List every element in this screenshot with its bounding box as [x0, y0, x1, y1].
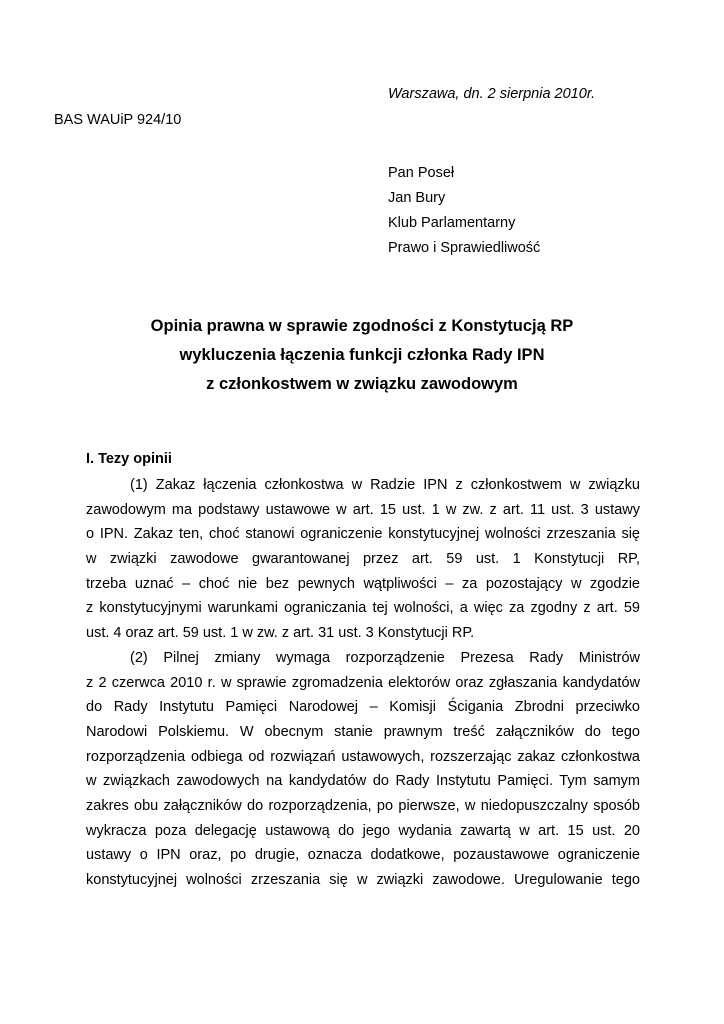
paragraph-line: trzeba uznać – choć nie bez pewnych wątpliwości – za pozostający w zgodzie: [86, 575, 640, 592]
title-line: z członkostwem w związku zawodowym: [206, 375, 518, 393]
paragraph-line: ustawy o IPN oraz, po drugie, oznacza dodatkowe, pozaustawowe ograniczenie: [86, 847, 640, 864]
document-date: Warszawa, dn. 2 sierpnia 2010r.: [388, 86, 596, 102]
title-line: wykluczenia łączenia funkcji członka Rady IPN: [179, 346, 545, 364]
paragraph-line: konstytucyjnej wolności zrzeszania się w związki zawodowe. Uregulowanie tego: [86, 872, 640, 888]
paragraph-line: z 2 czerwca 2010 r. w sprawie zgromadzenia elektorów oraz zgłaszania kandydatów: [86, 674, 640, 691]
paragraph-line: z konstytucyjnymi warunkami ograniczania tej wolności, a więc za zgodny z art. 59: [86, 600, 640, 617]
title-line: Opinia prawna w sprawie zgodności z Konstytucją RP: [150, 317, 574, 335]
addressee-line: Prawo i Sprawiedliwość: [388, 240, 541, 256]
section-heading: I. Tezy opinii: [86, 451, 172, 467]
document-title: [60, 312, 664, 399]
paragraph-line: rozporządzenia odbiega od rozwiązań ustawowych, rozszerzając zakaz członkostwa: [86, 748, 640, 765]
addressee-line: Pan Poseł: [388, 165, 455, 181]
paragraph-line: o IPN. Zakaz ten, choć stanowi ograniczenie konstytucyjnej wolności zrzeszania się: [86, 526, 640, 543]
paragraph-line: Narodowi Polskiemu. W obecnym stanie prawnym treść załączników do tego: [86, 723, 640, 740]
body-text: [86, 473, 640, 893]
paragraph-line: wykracza poza delegację ustawową do jego wydania zawartą w art. 15 ust. 20: [86, 822, 640, 839]
paragraph-line: w związki zawodowe gwarantowanej przez art. 59 ust. 1 Konstytucji RP,: [86, 551, 640, 568]
addressee-block: [388, 161, 540, 261]
addressee-line: Klub Parlamentarny: [388, 215, 516, 231]
paragraph-line: ust. 4 oraz art. 59 ust. 1 w zw. z art. 31 ust. 3 Konstytucji RP.: [86, 625, 475, 642]
paragraph-line: w związkach zawodowych na kandydatów do Rady Instytutu Pamięci. Tym samym: [86, 773, 640, 790]
paragraph-line: zakres obu załączników do rozporządzenia, po pierwsze, w niedopuszczalny sposób: [86, 797, 640, 814]
document-reference: BAS WAUiP 924/10: [54, 112, 182, 128]
paragraph-line: do Rady Instytutu Pamięci Narodowej – Komisji Ścigania Zbrodni przeciwko: [86, 699, 640, 716]
addressee-line: Jan Bury: [388, 190, 446, 206]
paragraph-line: zawodowym ma podstawy ustawowe w art. 15 ust. 1 w zw. z art. 11 ust. 3 ustawy: [86, 501, 640, 518]
paragraph-line: (2) Pilnej zmiany wymaga rozporządzenie Prezesa Rady Ministrów: [130, 649, 640, 666]
paragraph-line: (1) Zakaz łączenia członkostwa w Radzie IPN z członkostwem w związku: [130, 477, 640, 493]
